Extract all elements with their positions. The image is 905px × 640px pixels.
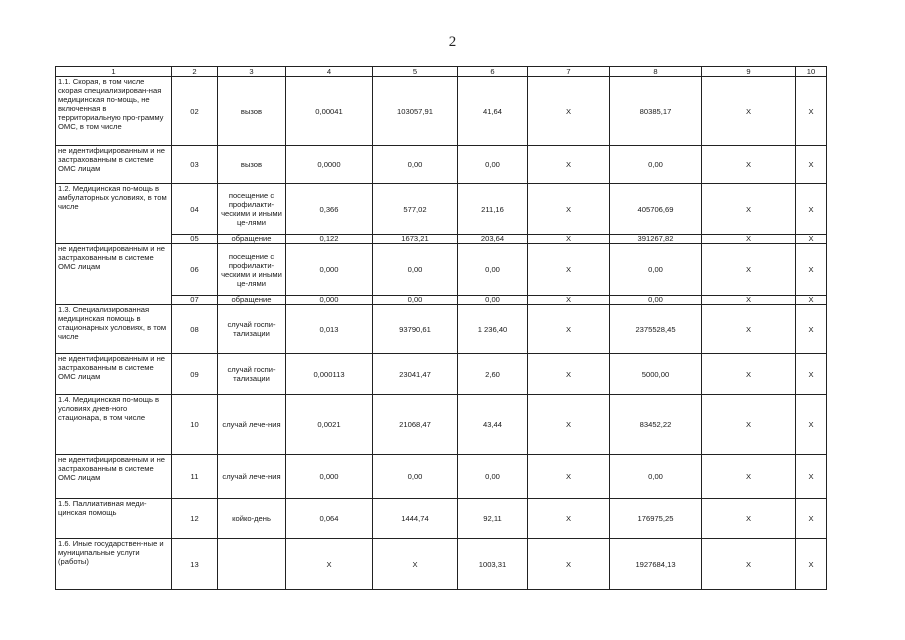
row-code: 09	[172, 354, 218, 395]
value-cell: 176975,25	[610, 499, 702, 539]
value-cell: X	[528, 455, 610, 499]
row-code: 08	[172, 305, 218, 354]
value-cell: 0,00	[373, 244, 458, 296]
row-label: не идентифицированным и не застрахованным в системе ОМС лицам	[56, 455, 172, 499]
table-row	[56, 77, 827, 146]
row-label: 1.1. Скорая, в том числе скорая специализирован-ная медицинская по-мощь, не включенная в территориальную про-грамму ОМС, в том числе	[56, 77, 172, 146]
value-cell: 1003,31	[458, 539, 528, 590]
value-cell: 2375528,45	[610, 305, 702, 354]
value-cell: X	[528, 354, 610, 395]
table-row	[56, 395, 827, 455]
table-row	[56, 354, 827, 395]
row-label: 1.4. Медицинская по-мощь в условиях днев-ного стационара, в том числе	[56, 395, 172, 455]
row-code: 06	[172, 244, 218, 296]
table-row	[56, 455, 827, 499]
unit-cell: случай лече-ния	[218, 395, 286, 455]
value-cell: X	[702, 455, 796, 499]
value-cell: X	[796, 244, 827, 296]
row-label: не идентифицированным и не застрахованным в системе ОМС лицам	[56, 244, 172, 305]
value-cell: 0,013	[286, 305, 373, 354]
value-cell: X	[702, 244, 796, 296]
value-cell: 2,60	[458, 354, 528, 395]
value-cell: X	[528, 235, 610, 244]
value-cell: 0,00	[458, 244, 528, 296]
value-cell: 0,000113	[286, 354, 373, 395]
row-label: 1.2. Медицинская по-мощь в амбулаторных условиях, в том числе	[56, 184, 172, 244]
value-cell: X	[528, 296, 610, 305]
value-cell: 92,11	[458, 499, 528, 539]
column-header: 6	[458, 67, 528, 77]
column-header: 3	[218, 67, 286, 77]
value-cell: X	[702, 184, 796, 235]
value-cell: 0,00	[610, 455, 702, 499]
value-cell: 21068,47	[373, 395, 458, 455]
row-code: 07	[172, 296, 218, 305]
value-cell: 405706,69	[610, 184, 702, 235]
value-cell: X	[796, 235, 827, 244]
value-cell: X	[702, 305, 796, 354]
row-label: 1.3. Специализированная медицинская помощь в стационарных условиях, в том числе	[56, 305, 172, 354]
value-cell: X	[528, 244, 610, 296]
value-cell: X	[528, 146, 610, 184]
value-cell: 0,00	[373, 455, 458, 499]
value-cell: 211,16	[458, 184, 528, 235]
table-row	[56, 305, 827, 354]
row-code: 05	[172, 235, 218, 244]
value-cell: 391267,82	[610, 235, 702, 244]
value-cell: X	[796, 499, 827, 539]
value-cell: 83452,22	[610, 395, 702, 455]
unit-cell: койко-день	[218, 499, 286, 539]
value-cell: 0,0000	[286, 146, 373, 184]
row-code: 03	[172, 146, 218, 184]
unit-cell	[218, 539, 286, 590]
column-header: 8	[610, 67, 702, 77]
row-label: не идентифицированным и не застрахованным в системе ОМС лицам	[56, 354, 172, 395]
unit-cell: случай госпи-тализации	[218, 305, 286, 354]
row-code: 10	[172, 395, 218, 455]
value-cell: 1444,74	[373, 499, 458, 539]
value-cell: X	[528, 499, 610, 539]
value-cell: X	[796, 305, 827, 354]
value-cell: X	[528, 305, 610, 354]
column-header: 5	[373, 67, 458, 77]
column-header: 10	[796, 67, 827, 77]
row-label: не идентифицированным и не застрахованным в системе ОМС лицам	[56, 146, 172, 184]
value-cell: X	[528, 77, 610, 146]
column-header: 1	[56, 67, 172, 77]
value-cell: X	[702, 235, 796, 244]
value-cell: X	[373, 539, 458, 590]
unit-cell: обращение	[218, 296, 286, 305]
value-cell: 0,00	[610, 146, 702, 184]
row-code: 04	[172, 184, 218, 235]
value-cell: 0,000	[286, 455, 373, 499]
value-cell: X	[796, 296, 827, 305]
value-cell: 93790,61	[373, 305, 458, 354]
value-cell: 0,00	[458, 455, 528, 499]
value-cell: 0,00	[610, 296, 702, 305]
table-row	[56, 235, 827, 244]
unit-cell: посещение с профилакти-ческими и иными це-лями	[218, 244, 286, 296]
value-cell: X	[796, 354, 827, 395]
table-row	[56, 499, 827, 539]
value-cell: 0,00041	[286, 77, 373, 146]
unit-cell: посещение с профилакти-ческими и иными це-лями	[218, 184, 286, 235]
table-row	[56, 146, 827, 184]
header-row	[56, 67, 827, 77]
page-number: 2	[448, 34, 457, 50]
value-cell: 0,00	[458, 296, 528, 305]
value-cell: 23041,47	[373, 354, 458, 395]
value-cell: 0,366	[286, 184, 373, 235]
column-header: 7	[528, 67, 610, 77]
column-header: 9	[702, 67, 796, 77]
value-cell: 0,0021	[286, 395, 373, 455]
value-cell: 0,000	[286, 296, 373, 305]
value-cell: 1673,21	[373, 235, 458, 244]
value-cell: X	[528, 184, 610, 235]
row-label: 1.6. Иные государствен-ные и муниципальные услуги (работы)	[56, 539, 172, 590]
value-cell: X	[528, 395, 610, 455]
value-cell: X	[702, 539, 796, 590]
row-code: 02	[172, 77, 218, 146]
column-header: 4	[286, 67, 373, 77]
data-table	[55, 66, 827, 590]
value-cell: X	[796, 77, 827, 146]
value-cell: 1 236,40	[458, 305, 528, 354]
table-row	[56, 296, 827, 305]
table-row	[56, 184, 827, 235]
value-cell: 0,00	[373, 146, 458, 184]
value-cell: X	[796, 395, 827, 455]
value-cell: X	[796, 184, 827, 235]
unit-cell: вызов	[218, 77, 286, 146]
row-code: 13	[172, 539, 218, 590]
unit-cell: вызов	[218, 146, 286, 184]
value-cell: 0,064	[286, 499, 373, 539]
value-cell: 203,64	[458, 235, 528, 244]
unit-cell: обращение	[218, 235, 286, 244]
unit-cell: случай госпи-тализации	[218, 354, 286, 395]
row-code: 12	[172, 499, 218, 539]
row-code: 11	[172, 455, 218, 499]
value-cell: X	[528, 539, 610, 590]
value-cell: 0,00	[458, 146, 528, 184]
value-cell: 577,02	[373, 184, 458, 235]
value-cell: X	[796, 455, 827, 499]
value-cell: 41,64	[458, 77, 528, 146]
unit-cell: случай лече-ния	[218, 455, 286, 499]
value-cell: 0,00	[373, 296, 458, 305]
value-cell: 0,00	[610, 244, 702, 296]
value-cell: 80385,17	[610, 77, 702, 146]
table-row	[56, 244, 827, 296]
value-cell: X	[702, 146, 796, 184]
value-cell: X	[702, 395, 796, 455]
value-cell: X	[702, 354, 796, 395]
value-cell: 43,44	[458, 395, 528, 455]
value-cell: 103057,91	[373, 77, 458, 146]
value-cell: 0,122	[286, 235, 373, 244]
value-cell: X	[286, 539, 373, 590]
value-cell: X	[702, 499, 796, 539]
row-label: 1.5. Паллиативная меди-цинская помощь	[56, 499, 172, 539]
value-cell: X	[702, 296, 796, 305]
value-cell: 5000,00	[610, 354, 702, 395]
column-header: 2	[172, 67, 218, 77]
value-cell: X	[702, 77, 796, 146]
value-cell: X	[796, 146, 827, 184]
value-cell: 1927684,13	[610, 539, 702, 590]
table-row	[56, 539, 827, 590]
value-cell: 0,000	[286, 244, 373, 296]
value-cell: X	[796, 539, 827, 590]
